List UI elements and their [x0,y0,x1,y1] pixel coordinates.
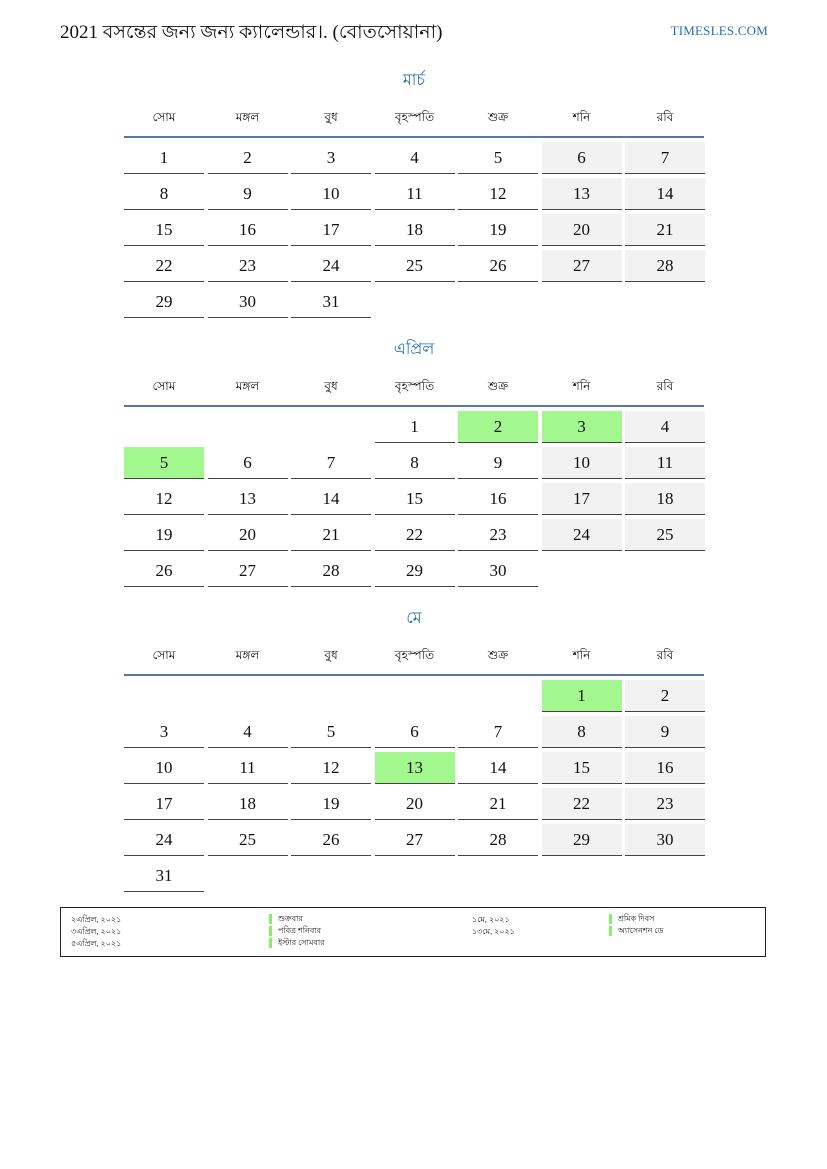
holiday-name: পবিত্র শনিবার [269,926,321,936]
day-cell: 5 [291,716,371,748]
day-cell: 27 [208,555,288,587]
day-cell: 31 [124,860,204,892]
day-cell: 12 [291,752,371,784]
holiday-date: ১মে, ২০২১ [472,915,510,924]
day-cell: 8 [124,178,204,210]
holiday-name: শ্রমিক দিবস [609,914,654,924]
day-cell: 4 [375,142,455,174]
day-cell: 24 [291,250,371,282]
day-cell: 25 [625,519,705,551]
day-cell: 9 [208,178,288,210]
day-cell: 17 [124,788,204,820]
day-cell: 4 [625,411,705,443]
day-cell: 8 [542,716,622,748]
day-cell: 3 [124,716,204,748]
day-cell: 1 [124,142,204,174]
weekday-label: মঙ্গল [235,110,260,124]
weekday-label: সোম [152,379,176,393]
day-cell: 19 [458,214,538,246]
month-title: মে [406,610,422,627]
day-cell: 20 [208,519,288,551]
weekday-label: বুধ [324,379,338,393]
day-cell: 12 [124,483,204,515]
day-cell: 28 [625,250,705,282]
day-cell: 17 [542,483,622,515]
day-cell: 24 [542,519,622,551]
holiday-name: অ্যাসেনশন ডে [609,926,664,936]
day-cell: 3 [291,142,371,174]
weekday-label: বৃহস্পতি [394,648,435,662]
empty-cell [124,411,204,443]
holiday-date: ৩এপ্রিল, ২০২১ [71,927,122,936]
day-cell: 11 [208,752,288,784]
day-cell: 6 [208,447,288,479]
day-cell: 8 [375,447,455,479]
day-cell: 30 [625,824,705,856]
holiday-name: শুক্রবার [269,914,303,924]
days-grid [124,680,704,892]
day-cell: 16 [208,214,288,246]
day-cell: 16 [458,483,538,515]
day-cell: 2 [208,142,288,174]
weekday-label: শুক্র [487,648,509,662]
day-cell: 29 [375,555,455,587]
day-cell: 18 [625,483,705,515]
empty-cell [124,680,204,712]
day-cell: 22 [124,250,204,282]
weekday-label: শনি [572,110,591,124]
weekday-label: রবি [656,110,674,124]
day-cell: 15 [375,483,455,515]
weekday-header-row [124,106,704,128]
day-cell: 22 [542,788,622,820]
day-cell: 4 [208,716,288,748]
month-title: মার্চ [402,72,426,89]
weekday-label: বুধ [324,110,338,124]
empty-cell [208,411,288,443]
weekday-label: শনি [572,648,591,662]
day-cell: 23 [458,519,538,551]
day-cell: 30 [208,286,288,318]
day-cell: 10 [542,447,622,479]
day-cell: 21 [291,519,371,551]
header-divider [124,674,704,676]
empty-cell [375,680,455,712]
day-cell: 20 [542,214,622,246]
month-may [124,608,704,892]
holiday-day-cell: 1 [542,680,622,712]
holiday-day-cell: 5 [124,447,204,479]
empty-cell [291,411,371,443]
day-cell: 22 [375,519,455,551]
day-cell: 20 [375,788,455,820]
day-cell: 10 [291,178,371,210]
day-cell: 11 [625,447,705,479]
day-cell: 1 [375,411,455,443]
day-cell: 27 [542,250,622,282]
day-cell: 25 [375,250,455,282]
day-cell: 6 [375,716,455,748]
weekday-label: মঙ্গল [235,648,260,662]
day-cell: 14 [625,178,705,210]
day-cell: 13 [208,483,288,515]
weekday-label: শনি [572,379,591,393]
header-divider [124,136,704,138]
day-cell: 29 [542,824,622,856]
holiday-list [60,907,766,957]
page-title: 2021 বসন্তের জন্য জন্য ক্যালেন্ডার।. (বোতসোয়ানা) [60,22,443,43]
header-divider [124,405,704,407]
day-cell: 12 [458,178,538,210]
page-header [60,18,768,46]
day-cell: 11 [375,178,455,210]
day-cell: 2 [625,680,705,712]
weekday-label: বুধ [324,648,338,662]
day-cell: 9 [458,447,538,479]
day-cell: 14 [291,483,371,515]
day-cell: 18 [208,788,288,820]
day-cell: 24 [124,824,204,856]
day-cell: 5 [458,142,538,174]
day-cell: 30 [458,555,538,587]
weekday-label: শুক্র [487,379,509,393]
day-cell: 26 [124,555,204,587]
day-cell: 13 [542,178,622,210]
day-cell: 23 [625,788,705,820]
days-grid [124,142,704,318]
day-cell: 14 [458,752,538,784]
holiday-date: ২এপ্রিল, ২০২১ [71,915,122,924]
day-cell: 19 [124,519,204,551]
weekday-header-row [124,375,704,397]
day-cell: 27 [375,824,455,856]
day-cell: 26 [458,250,538,282]
day-cell: 25 [208,824,288,856]
weekday-label: মঙ্গল [235,379,260,393]
holiday-day-cell: 3 [542,411,622,443]
holiday-day-cell: 13 [375,752,455,784]
day-cell: 9 [625,716,705,748]
empty-cell [291,680,371,712]
month-april [124,339,704,587]
holiday-name: ইস্টার সোমবার [269,938,325,948]
day-cell: 29 [124,286,204,318]
holiday-date: ৫এপ্রিল, ২০২১ [71,939,122,948]
weekday-header-row [124,644,704,666]
empty-cell [208,680,288,712]
day-cell: 15 [542,752,622,784]
holiday-day-cell: 2 [458,411,538,443]
weekday-label: সোম [152,648,176,662]
day-cell: 7 [291,447,371,479]
weekday-label: সোম [152,110,176,124]
day-cell: 21 [458,788,538,820]
day-cell: 16 [625,752,705,784]
day-cell: 7 [625,142,705,174]
weekday-label: বৃহস্পতি [394,110,435,124]
day-cell: 6 [542,142,622,174]
weekday-label: রবি [656,379,674,393]
day-cell: 7 [458,716,538,748]
empty-cell [458,680,538,712]
weekday-label: রবি [656,648,674,662]
day-cell: 17 [291,214,371,246]
holiday-date: ১৩মে, ২০২১ [472,927,515,936]
day-cell: 18 [375,214,455,246]
weekday-label: শুক্র [487,110,509,124]
day-cell: 28 [458,824,538,856]
days-grid [124,411,704,587]
day-cell: 31 [291,286,371,318]
day-cell: 26 [291,824,371,856]
day-cell: 28 [291,555,371,587]
month-title: এপ্রিল [393,341,435,358]
weekday-label: বৃহস্পতি [394,379,435,393]
site-link[interactable]: TIMESLES.COM [670,23,768,38]
month-march [124,70,704,318]
day-cell: 10 [124,752,204,784]
day-cell: 15 [124,214,204,246]
day-cell: 23 [208,250,288,282]
day-cell: 19 [291,788,371,820]
day-cell: 21 [625,214,705,246]
